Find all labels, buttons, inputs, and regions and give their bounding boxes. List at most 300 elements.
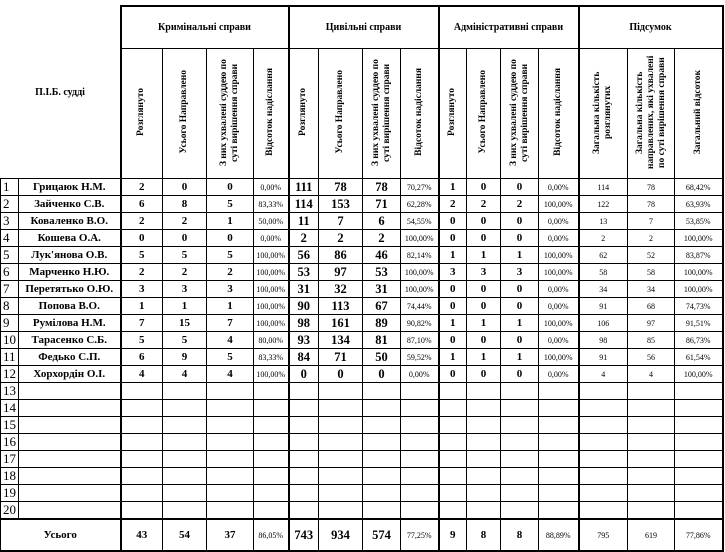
cell[interactable]: 15 [163,315,207,332]
cell[interactable]: 53 [363,264,401,281]
cell[interactable] [363,502,401,520]
cell[interactable]: 0 [439,332,467,349]
cell[interactable] [401,502,439,520]
judge-name[interactable] [19,502,121,520]
cell[interactable]: 0 [501,230,539,247]
cell[interactable] [363,383,401,400]
cell[interactable]: 84 [289,349,319,366]
cell[interactable]: 7 [319,213,363,230]
cell[interactable]: 78 [319,179,363,196]
cell[interactable] [401,451,439,468]
cell[interactable]: 68 [628,298,675,315]
cell[interactable]: 56 [289,247,319,264]
cell[interactable] [467,451,501,468]
cell[interactable] [439,400,467,417]
cell[interactable]: 5 [163,247,207,264]
cell[interactable] [121,502,163,520]
cell[interactable] [675,434,723,451]
cell[interactable]: 34 [628,281,675,298]
cell[interactable]: 0 [501,332,539,349]
cell[interactable] [289,468,319,485]
cell[interactable]: 0 [163,179,207,196]
cell[interactable] [163,485,207,502]
cell[interactable]: 5 [163,332,207,349]
cell[interactable]: 71 [363,196,401,213]
cell[interactable]: 4 [163,366,207,383]
judge-name[interactable]: Зайченко С.В. [19,196,121,213]
cell[interactable] [401,400,439,417]
cell[interactable] [207,383,254,400]
cell[interactable] [319,400,363,417]
cell[interactable]: 80,00% [254,332,289,349]
cell[interactable]: 0,00% [539,213,579,230]
cell[interactable] [207,502,254,520]
cell[interactable]: 61,54% [675,349,723,366]
cell[interactable]: 0,00% [539,230,579,247]
cell[interactable]: 3 [163,281,207,298]
cell[interactable] [319,502,363,520]
cell[interactable] [401,417,439,434]
cell[interactable]: 0 [467,332,501,349]
cell[interactable] [289,502,319,520]
cell[interactable]: 114 [579,179,628,196]
cell[interactable]: 91,51% [675,315,723,332]
cell[interactable] [254,383,289,400]
cell[interactable]: 91 [579,349,628,366]
cell[interactable] [401,485,439,502]
cell[interactable] [675,485,723,502]
cell[interactable] [675,417,723,434]
total-cell[interactable]: 37 [207,519,254,551]
total-cell[interactable]: 934 [319,519,363,551]
cell[interactable] [319,485,363,502]
cell[interactable]: 98 [289,315,319,332]
cell[interactable]: 74,73% [675,298,723,315]
cell[interactable] [121,468,163,485]
cell[interactable] [539,417,579,434]
cell[interactable]: 100,00% [254,366,289,383]
cell[interactable] [363,434,401,451]
cell[interactable] [579,502,628,520]
cell[interactable] [539,485,579,502]
cell[interactable] [289,383,319,400]
cell[interactable] [207,400,254,417]
cell[interactable]: 6 [121,349,163,366]
cell[interactable] [439,417,467,434]
cell[interactable]: 0 [207,179,254,196]
judge-name[interactable] [19,485,121,502]
cell[interactable]: 153 [319,196,363,213]
cell[interactable]: 114 [289,196,319,213]
cell[interactable]: 58 [579,264,628,281]
cell[interactable]: 90,82% [401,315,439,332]
cell[interactable] [439,468,467,485]
cell[interactable] [539,451,579,468]
cell[interactable]: 2 [207,264,254,281]
cell[interactable]: 32 [319,281,363,298]
cell[interactable]: 0 [467,230,501,247]
cell[interactable]: 97 [319,264,363,281]
cell[interactable] [401,468,439,485]
cell[interactable] [539,468,579,485]
cell[interactable]: 122 [579,196,628,213]
cell[interactable]: 31 [289,281,319,298]
total-cell[interactable]: 88,89% [539,519,579,551]
cell[interactable]: 78 [628,196,675,213]
cell[interactable]: 31 [363,281,401,298]
cell[interactable] [121,383,163,400]
judge-name[interactable]: Коваленко В.О. [19,213,121,230]
cell[interactable] [675,451,723,468]
cell[interactable]: 70,27% [401,179,439,196]
cell[interactable]: 100,00% [254,281,289,298]
cell[interactable] [207,468,254,485]
cell[interactable]: 0 [467,213,501,230]
judge-name[interactable]: Перетятько О.Ю. [19,281,121,298]
cell[interactable]: 5 [121,332,163,349]
judge-name[interactable] [19,400,121,417]
cell[interactable]: 62 [579,247,628,264]
judge-name[interactable]: Попова В.О. [19,298,121,315]
cell[interactable]: 85 [628,332,675,349]
cell[interactable]: 1 [501,315,539,332]
cell[interactable] [319,451,363,468]
cell[interactable] [254,485,289,502]
cell[interactable]: 1 [467,315,501,332]
cell[interactable]: 0 [319,366,363,383]
cell[interactable] [163,383,207,400]
cell[interactable] [501,434,539,451]
cell[interactable] [401,383,439,400]
cell[interactable]: 100,00% [675,230,723,247]
cell[interactable]: 0 [501,366,539,383]
cell[interactable]: 53 [289,264,319,281]
cell[interactable]: 2 [289,230,319,247]
cell[interactable] [467,400,501,417]
cell[interactable] [121,417,163,434]
total-cell[interactable]: 8 [501,519,539,551]
cell[interactable] [363,468,401,485]
judge-name[interactable]: Кошева О.А. [19,230,121,247]
cell[interactable]: 54,55% [401,213,439,230]
total-cell[interactable]: 795 [579,519,628,551]
cell[interactable] [579,485,628,502]
cell[interactable]: 2 [121,179,163,196]
cell[interactable] [254,468,289,485]
cell[interactable]: 0 [501,213,539,230]
cell[interactable]: 52 [628,247,675,264]
cell[interactable]: 50 [363,349,401,366]
cell[interactable] [439,485,467,502]
cell[interactable] [579,383,628,400]
cell[interactable] [439,502,467,520]
cell[interactable] [539,502,579,520]
cell[interactable] [439,383,467,400]
cell[interactable]: 0 [467,366,501,383]
cell[interactable]: 2 [501,196,539,213]
cell[interactable] [501,383,539,400]
cell[interactable]: 5 [207,247,254,264]
cell[interactable]: 2 [363,230,401,247]
cell[interactable]: 0,00% [539,366,579,383]
cell[interactable]: 0 [439,366,467,383]
cell[interactable]: 86 [319,247,363,264]
cell[interactable] [579,451,628,468]
cell[interactable]: 0,00% [539,281,579,298]
judge-name[interactable]: Марченко Н.Ю. [19,264,121,281]
cell[interactable]: 0 [501,179,539,196]
judge-name[interactable]: Лук'янова О.В. [19,247,121,264]
cell[interactable]: 100,00% [539,247,579,264]
cell[interactable]: 8 [163,196,207,213]
total-cell[interactable]: 574 [363,519,401,551]
cell[interactable] [254,451,289,468]
cell[interactable]: 106 [579,315,628,332]
cell[interactable] [289,434,319,451]
cell[interactable]: 100,00% [539,349,579,366]
cell[interactable]: 4 [207,332,254,349]
cell[interactable] [319,383,363,400]
cell[interactable]: 0 [163,230,207,247]
cell[interactable]: 3 [501,264,539,281]
cell[interactable]: 1 [501,247,539,264]
cell[interactable] [628,468,675,485]
cell[interactable] [319,468,363,485]
cell[interactable]: 0 [501,298,539,315]
cell[interactable] [628,502,675,520]
judge-name[interactable]: Тарасенко С.Б. [19,332,121,349]
cell[interactable] [163,417,207,434]
cell[interactable]: 97 [628,315,675,332]
cell[interactable]: 83,33% [254,196,289,213]
cell[interactable]: 100,00% [675,281,723,298]
cell[interactable]: 0 [467,281,501,298]
judge-name[interactable] [19,417,121,434]
cell[interactable]: 86,73% [675,332,723,349]
cell[interactable]: 91 [579,298,628,315]
cell[interactable] [254,434,289,451]
judge-name[interactable] [19,451,121,468]
cell[interactable]: 1 [467,247,501,264]
cell[interactable]: 93 [289,332,319,349]
total-cell[interactable]: 619 [628,519,675,551]
cell[interactable]: 2 [439,196,467,213]
total-cell[interactable]: 54 [163,519,207,551]
cell[interactable]: 5 [121,247,163,264]
cell[interactable]: 113 [319,298,363,315]
cell[interactable]: 134 [319,332,363,349]
cell[interactable]: 3 [121,281,163,298]
cell[interactable]: 78 [628,179,675,196]
cell[interactable]: 9 [163,349,207,366]
total-cell[interactable]: 743 [289,519,319,551]
cell[interactable] [363,485,401,502]
cell[interactable]: 100,00% [254,264,289,281]
cell[interactable]: 63,93% [675,196,723,213]
cell[interactable]: 7 [207,315,254,332]
cell[interactable] [163,434,207,451]
cell[interactable] [467,383,501,400]
cell[interactable]: 1 [439,315,467,332]
cell[interactable]: 5 [207,349,254,366]
cell[interactable]: 5 [207,196,254,213]
cell[interactable]: 89 [363,315,401,332]
judge-name[interactable] [19,468,121,485]
cell[interactable]: 3 [439,264,467,281]
cell[interactable] [579,468,628,485]
cell[interactable] [579,400,628,417]
cell[interactable] [363,451,401,468]
cell[interactable] [319,434,363,451]
cell[interactable]: 0,00% [539,332,579,349]
cell[interactable]: 4 [207,366,254,383]
cell[interactable]: 7 [628,213,675,230]
total-cell[interactable]: 77,86% [675,519,723,551]
judge-name[interactable]: Хорхордін О.І. [19,366,121,383]
total-cell[interactable]: 9 [439,519,467,551]
cell[interactable]: 7 [121,315,163,332]
cell[interactable]: 3 [467,264,501,281]
cell[interactable] [467,417,501,434]
cell[interactable]: 161 [319,315,363,332]
cell[interactable]: 4 [628,366,675,383]
cell[interactable]: 100,00% [254,298,289,315]
cell[interactable] [467,485,501,502]
cell[interactable]: 0 [439,213,467,230]
cell[interactable] [628,451,675,468]
cell[interactable] [439,434,467,451]
judge-name[interactable] [19,434,121,451]
cell[interactable]: 0 [363,366,401,383]
cell[interactable]: 100,00% [401,264,439,281]
cell[interactable]: 2 [121,213,163,230]
cell[interactable] [579,434,628,451]
cell[interactable]: 2 [121,264,163,281]
cell[interactable]: 4 [121,366,163,383]
judge-name[interactable]: Румілова Н.М. [19,315,121,332]
cell[interactable]: 0 [439,298,467,315]
cell[interactable]: 0,00% [539,179,579,196]
cell[interactable]: 0 [501,281,539,298]
cell[interactable]: 1 [439,179,467,196]
cell[interactable]: 100,00% [675,264,723,281]
cell[interactable] [501,451,539,468]
cell[interactable]: 100,00% [539,196,579,213]
cell[interactable] [363,400,401,417]
cell[interactable] [289,400,319,417]
total-cell[interactable]: 8 [467,519,501,551]
cell[interactable]: 81 [363,332,401,349]
cell[interactable] [163,400,207,417]
cell[interactable] [675,468,723,485]
judge-name[interactable] [19,383,121,400]
cell[interactable]: 100,00% [675,366,723,383]
cell[interactable]: 1 [467,349,501,366]
cell[interactable]: 100,00% [539,315,579,332]
cell[interactable]: 3 [207,281,254,298]
total-cell[interactable]: 43 [121,519,163,551]
cell[interactable]: 0 [467,298,501,315]
cell[interactable] [675,502,723,520]
cell[interactable] [501,485,539,502]
cell[interactable] [254,400,289,417]
cell[interactable] [467,468,501,485]
cell[interactable]: 68,42% [675,179,723,196]
cell[interactable]: 71 [319,349,363,366]
cell[interactable]: 83,87% [675,247,723,264]
cell[interactable] [207,451,254,468]
cell[interactable] [628,485,675,502]
cell[interactable]: 2 [579,230,628,247]
cell[interactable]: 62,28% [401,196,439,213]
cell[interactable] [439,451,467,468]
cell[interactable]: 11 [289,213,319,230]
cell[interactable]: 100,00% [401,281,439,298]
cell[interactable]: 46 [363,247,401,264]
cell[interactable]: 90 [289,298,319,315]
cell[interactable]: 1 [121,298,163,315]
cell[interactable] [207,417,254,434]
cell[interactable] [401,434,439,451]
cell[interactable] [163,468,207,485]
cell[interactable] [539,434,579,451]
cell[interactable] [289,451,319,468]
cell[interactable]: 83,33% [254,349,289,366]
cell[interactable] [363,417,401,434]
cell[interactable] [207,485,254,502]
cell[interactable]: 0 [439,281,467,298]
cell[interactable]: 1 [439,247,467,264]
cell[interactable] [467,434,501,451]
cell[interactable] [207,434,254,451]
cell[interactable]: 0,00% [401,366,439,383]
judge-name[interactable]: Федько С.П. [19,349,121,366]
cell[interactable]: 1 [501,349,539,366]
cell[interactable] [539,400,579,417]
cell[interactable]: 0 [207,230,254,247]
cell[interactable] [254,502,289,520]
cell[interactable] [121,451,163,468]
cell[interactable]: 0,00% [254,230,289,247]
cell[interactable]: 100,00% [254,315,289,332]
cell[interactable]: 1 [207,213,254,230]
cell[interactable]: 78 [363,179,401,196]
cell[interactable]: 0 [121,230,163,247]
judge-name[interactable]: Грицаюк Н.М. [19,179,121,196]
cell[interactable]: 67 [363,298,401,315]
cell[interactable]: 98 [579,332,628,349]
cell[interactable] [121,400,163,417]
cell[interactable]: 4 [579,366,628,383]
cell[interactable]: 1 [163,298,207,315]
cell[interactable]: 2 [319,230,363,247]
cell[interactable] [628,383,675,400]
cell[interactable] [163,451,207,468]
cell[interactable] [501,502,539,520]
cell[interactable]: 87,10% [401,332,439,349]
cell[interactable]: 2 [467,196,501,213]
cell[interactable]: 2 [163,213,207,230]
cell[interactable]: 6 [363,213,401,230]
cell[interactable]: 0 [439,230,467,247]
cell[interactable]: 2 [163,264,207,281]
cell[interactable]: 82,14% [401,247,439,264]
cell[interactable]: 50,00% [254,213,289,230]
cell[interactable]: 13 [579,213,628,230]
cell[interactable]: 1 [207,298,254,315]
cell[interactable]: 0,00% [539,298,579,315]
cell[interactable]: 111 [289,179,319,196]
